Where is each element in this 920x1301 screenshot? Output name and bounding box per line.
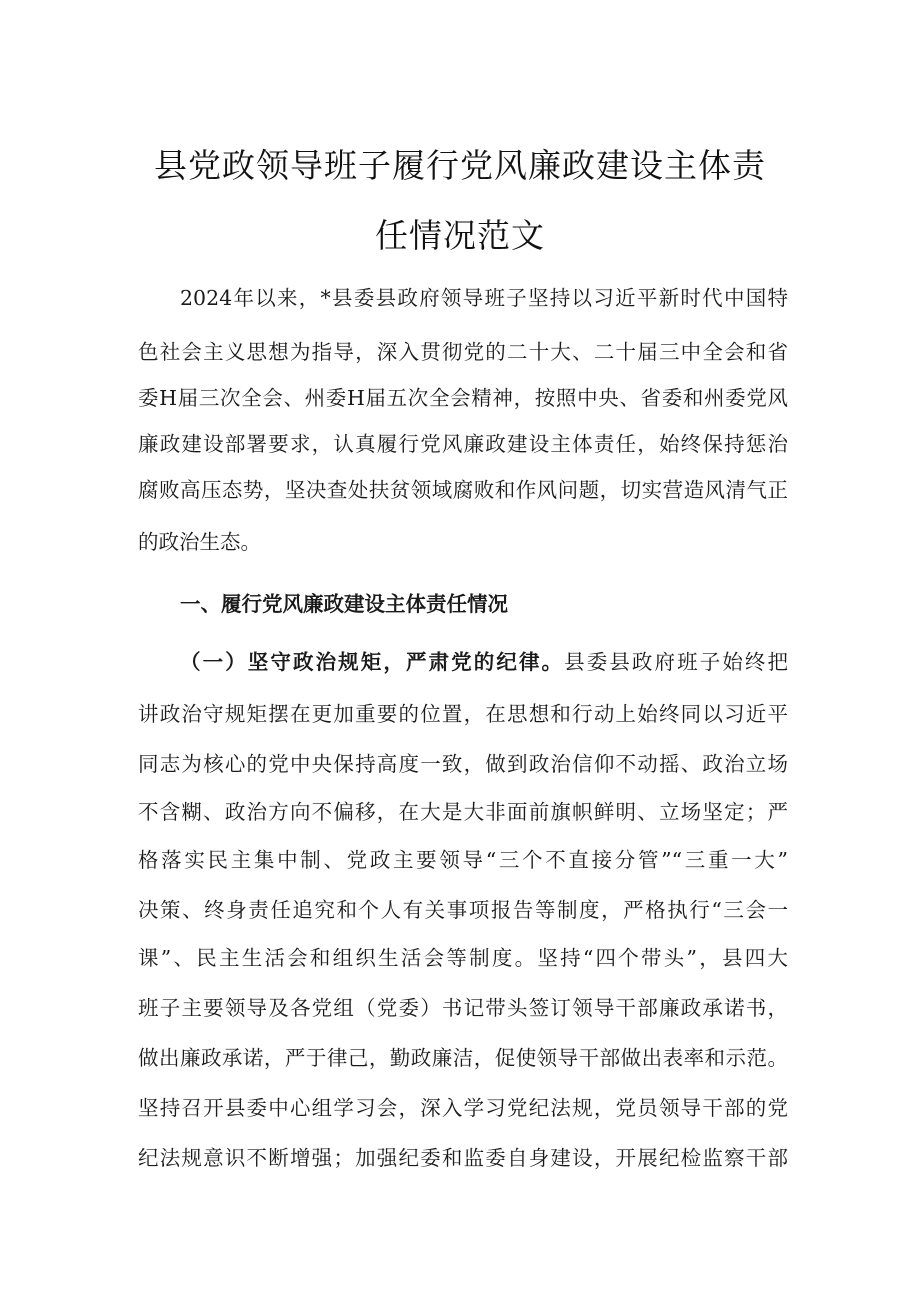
subsection-line: 做出廉政承诺，严于律己，勤政廉洁，促使领导干部做出表率和示范。 (138, 1046, 788, 1070)
subsection-lead-rest: 县委县政府班子始终把 (564, 650, 789, 674)
subsection-first-line (180, 638, 788, 686)
document-title-line-1: 县党政领导班子履行党风廉政建设主体责 (154, 146, 766, 185)
subsection-line: 坚持召开县委中心组学习会，深入学习党纪法规，党员领导干部的党 (138, 1096, 788, 1120)
subsection-line: 班子主要领导及各党组（党委）书记带头签订领导干部廉政承诺书， (138, 996, 788, 1020)
intro-line: 廉政建设部署要求，认真履行党风廉政建设主体责任，始终保持惩治 (138, 432, 788, 456)
intro-line: 2024年以来，*县委县政府领导班子坚持以习近平新时代中国特 (180, 286, 788, 310)
intro-line: 的政治生态。 (138, 530, 261, 554)
document-title-line-2: 任情况范文 (375, 216, 545, 255)
subsection-line: 不含糊、政治方向不偏移，在大是大非面前旗帜鲜明、立场坚定；严 (138, 800, 788, 824)
intro-line: 腐败高压态势，坚决查处扶贫领域腐败和作风问题，切实营造风清气正 (138, 478, 788, 502)
subsection-line: 决策、终身责任追究和个人有关事项报告等制度，严格执行“三会一 (138, 898, 788, 922)
intro-line: 色社会主义思想为指导，深入贯彻党的二十大、二十届三中全会和省 (138, 340, 788, 364)
intro-line: 委H届三次全会、州委H届五次全会精神，按照中央、省委和州委党风 (138, 386, 788, 410)
subsection-lead-bold: （一）坚守政治规矩，严肃党的纪律。 (180, 650, 565, 674)
subsection-line: 讲政治守规矩摆在更加重要的位置，在思想和行动上始终同以习近平 (138, 702, 788, 726)
subsection-line: 课”、民主生活会和组织生活会等制度。坚持“四个带头”，县四大 (138, 946, 788, 970)
subsection-line: 格落实民主集中制、党政主要领导“三个不直接分管”“三重一大” (138, 848, 788, 872)
subsection-line: 同志为核心的党中央保持高度一致，做到政治信仰不动摇、政治立场 (138, 752, 788, 776)
subsection-line: 纪法规意识不断增强；加强纪委和监委自身建设，开展纪检监察干部 (138, 1146, 788, 1170)
section-heading: 一、履行党风廉政建设主体责任情况 (180, 592, 508, 616)
